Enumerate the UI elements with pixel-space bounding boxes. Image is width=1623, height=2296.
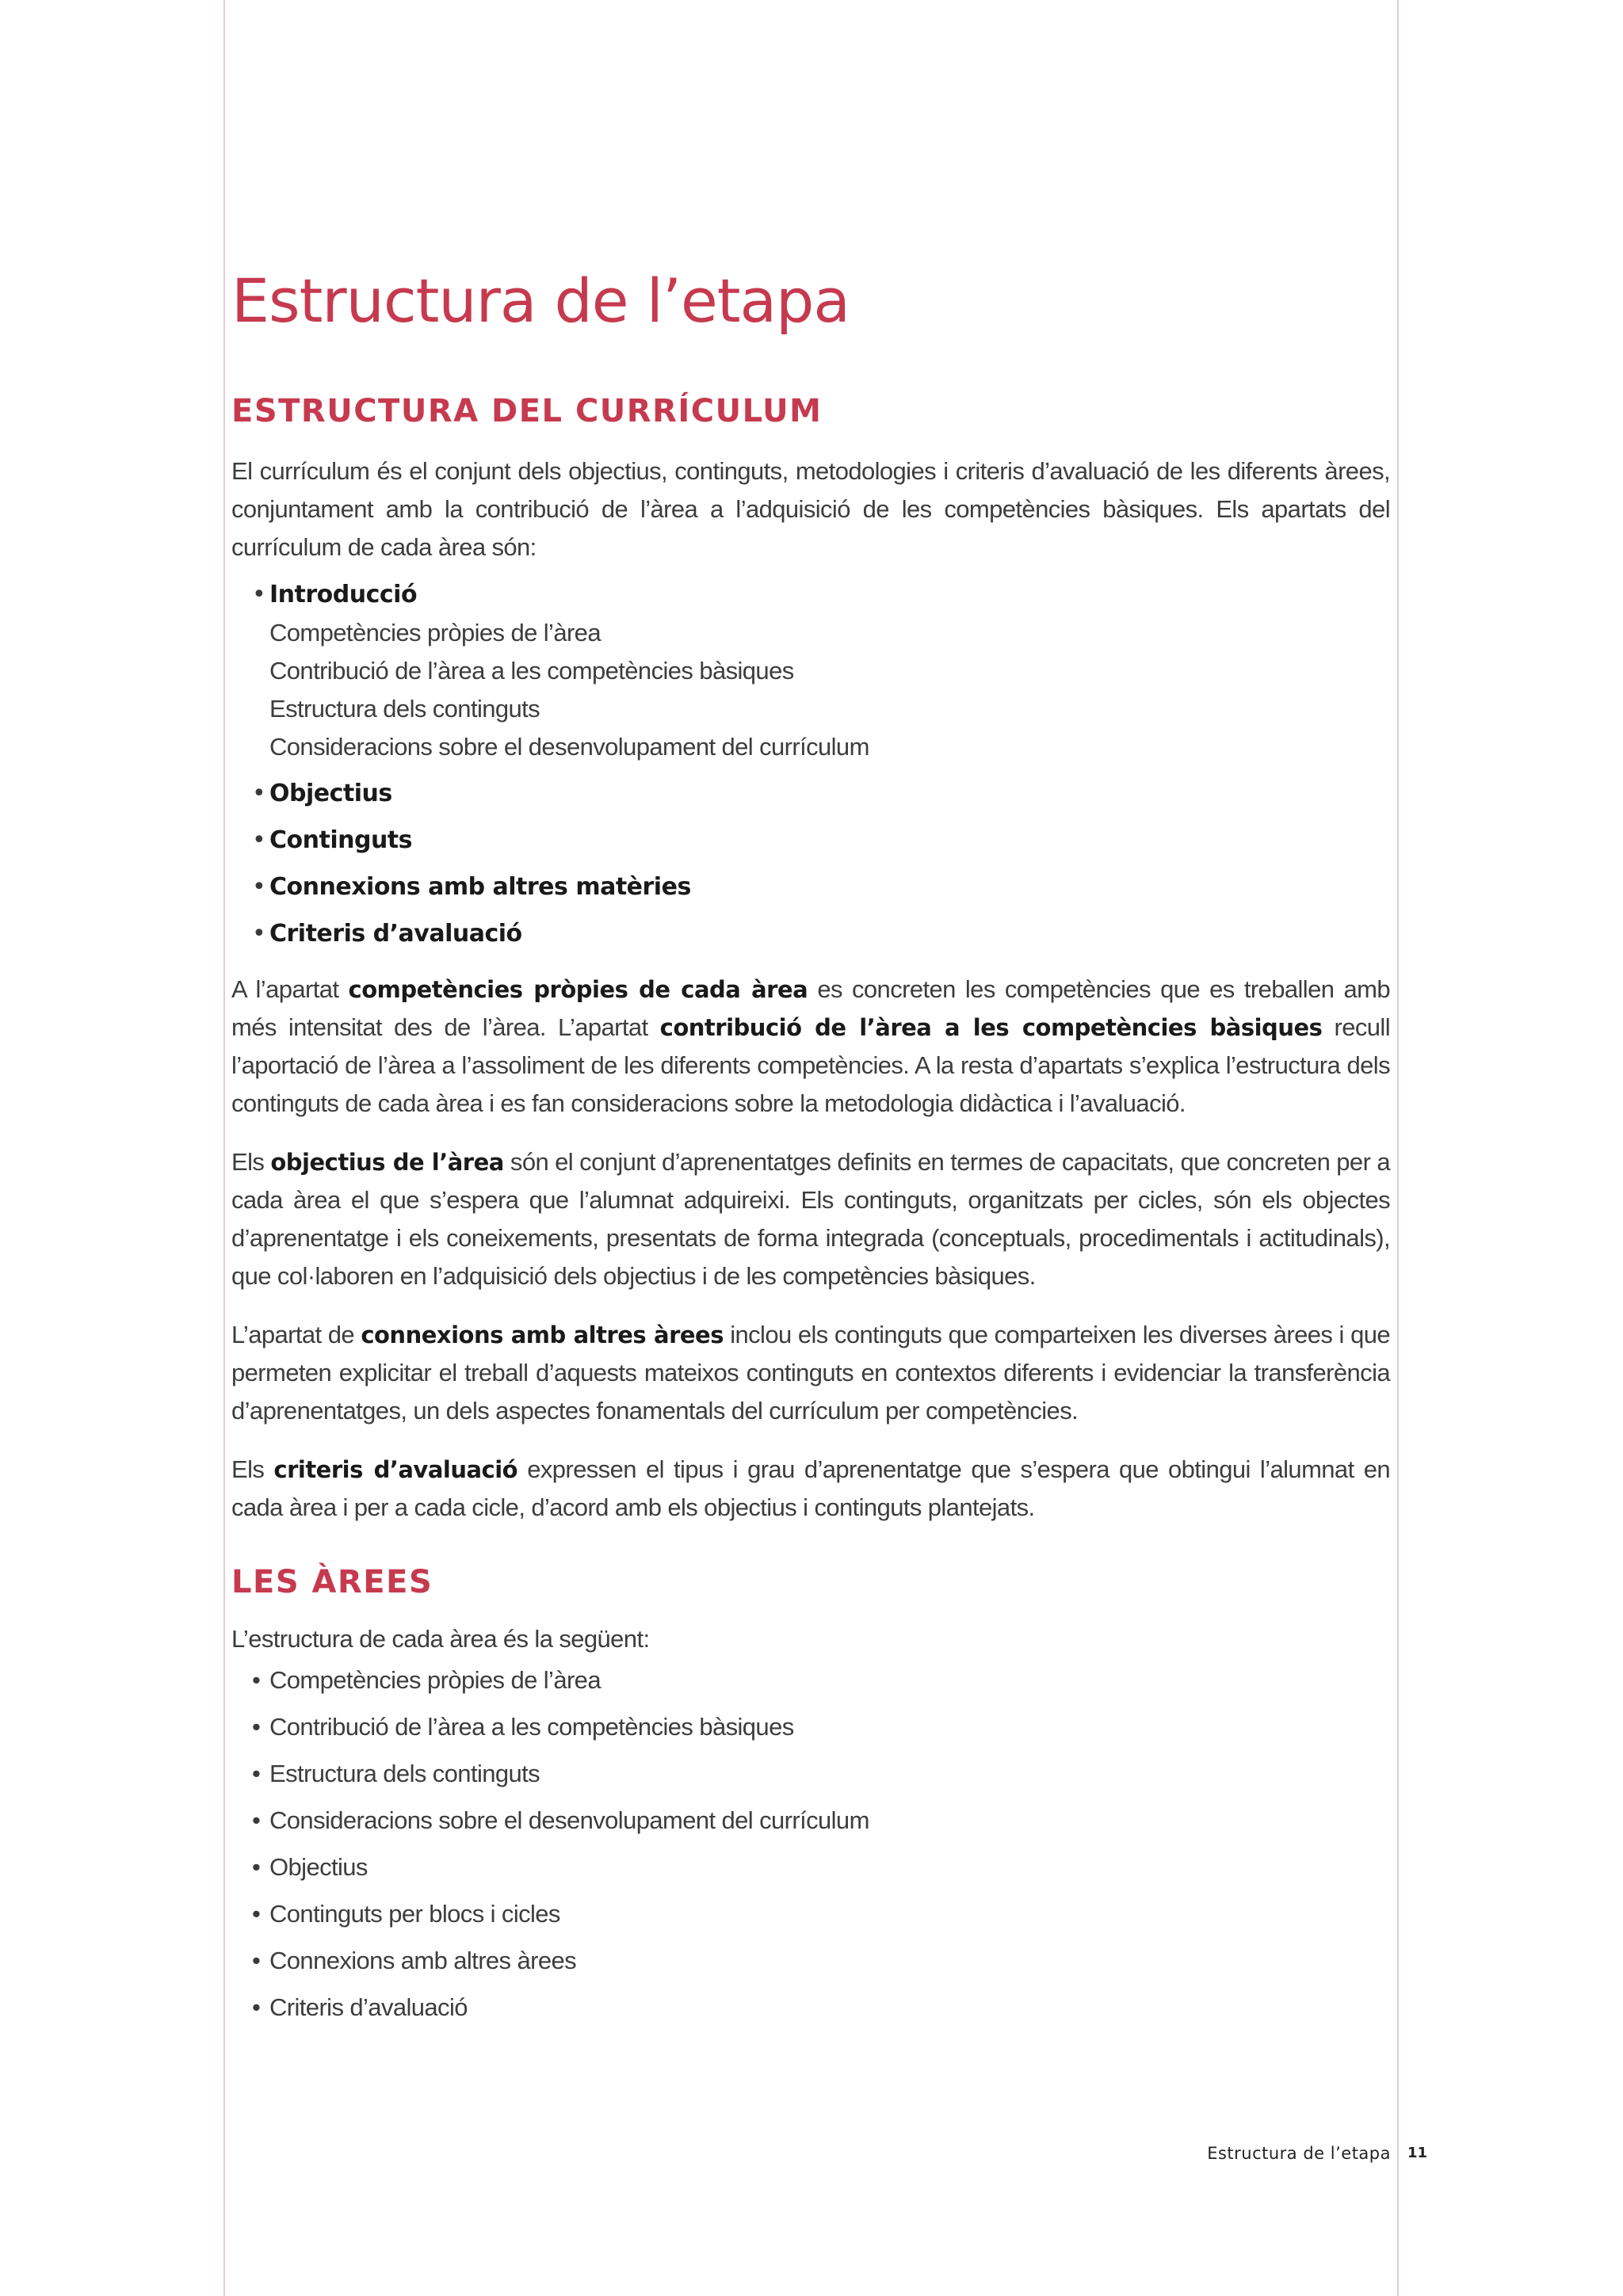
list-item: • Competències pròpies de l’àrea	[252, 1661, 1390, 1699]
section-heading-arees: LES ÀREES	[231, 1564, 433, 1600]
bold-term: criteris d’avaluació	[273, 1456, 518, 1483]
list-item-label: Continguts	[269, 826, 412, 854]
list-item-label: Introducció	[269, 581, 418, 608]
list-item: • Connexions amb altres àrees	[252, 1942, 1390, 1980]
bullet-icon: •	[252, 1760, 261, 1787]
bullet-icon: •	[252, 780, 266, 807]
area-structure-intro: L’estructura de cada àrea és la següent:	[231, 1625, 650, 1653]
bullet-icon: •	[252, 920, 266, 948]
page-content	[231, 257, 1390, 2035]
sub-list-item: Consideracions sobre el desenvolupament del currículum	[269, 733, 869, 761]
bullet-icon: •	[252, 1806, 261, 1834]
bullet-icon: •	[252, 1713, 261, 1741]
connections-paragraph: L’apartat de connexions amb altres àrees inclou els continguts que comparteixen les diverses àrees i que permeten explicitar el treball d’aquests mateixos continguts en contextos diferents i evidenciar la transferència d’aprenentatges, un dels aspectes fonamentals del currículum per competències.	[231, 1321, 1390, 1425]
list-item: • Contribució de l’àrea a les competències bàsiques	[252, 1708, 1390, 1746]
sub-list-item: Contribució de l’àrea a les competències bàsiques	[269, 657, 794, 685]
list-item-label: Criteris d’avaluació	[269, 920, 522, 948]
bold-term: contribució de l’àrea a les competències bàsiques	[659, 1014, 1323, 1041]
list-item	[252, 775, 1390, 813]
bullet-icon: •	[252, 826, 266, 854]
list-item: • Criteris d’avaluació	[252, 1989, 1390, 2027]
introduction-sublist	[252, 614, 1390, 766]
sub-list-item: Competències pròpies de l’àrea	[269, 619, 601, 646]
right-margin-rule	[1397, 0, 1399, 2296]
bold-term: connexions amb altres àrees	[361, 1322, 724, 1348]
bullet-icon: •	[252, 1853, 261, 1881]
list-item-label: Objectius	[269, 780, 392, 807]
list-item: • Objectius	[252, 1848, 1390, 1886]
list-item: • Continguts per blocs i cicles	[252, 1895, 1390, 1933]
left-margin-rule	[223, 0, 225, 2296]
bullet-icon: •	[252, 1666, 261, 1694]
bullet-icon: •	[252, 1993, 261, 2021]
list-item	[252, 868, 1390, 906]
bold-term: objectius de l’àrea	[270, 1149, 504, 1176]
list-item	[252, 576, 1390, 766]
objectives-paragraph: Els objectius de l’àrea són el conjunt d’aprenentatges definits en termes de capacitats, que concreten per a cada àrea el que s’espera que l’alumnat adquireixi. Els continguts, organitzats per cicles, són els objectes d’aprenentatge i els coneixements, presentats de forma integrada (conceptuals, procedimentals i actitudinals), que col·laboren en l’adquisició dels objectius i de les competències bàsiques.	[231, 1148, 1390, 1290]
list-item: • Estructura dels continguts	[252, 1755, 1390, 1793]
bold-term: competències pròpies de cada àrea	[348, 976, 808, 1003]
bullet-icon: •	[252, 1947, 261, 1974]
bullet-icon: •	[252, 873, 266, 901]
sub-list-item: Estructura dels continguts	[269, 695, 540, 723]
list-item: • Consideracions sobre el desenvolupament del currículum	[252, 1802, 1390, 1840]
competencies-paragraph: A l’apartat competències pròpies de cada àrea es concreten les competències que es treballen amb més intensitat des de l’àrea. L’apartat contribució de l’àrea a les competències bàsiques recull l’aportació de l’àrea a l’assoliment de les diferents competències. A la resta d’apartats s’explica l’estructura dels continguts de cada àrea i es fan consideracions sobre la metodologia didàctica i l’avaluació.	[231, 975, 1390, 1117]
area-structure-list	[231, 1661, 1390, 2027]
running-footer: Estructura de l’etapa	[1207, 2144, 1391, 2163]
curriculum-intro-paragraph: El currículum és el conjunt dels objectius, continguts, metodologies i criteris d’avaluació de les diferents àrees, conjuntament amb la contribució de l’àrea a l’adquisició de les competències bàsiques. Els apartats del currículum de cada àrea són:	[231, 457, 1390, 561]
criteria-paragraph: Els criteris d’avaluació expressen el tipus i grau d’aprenentatge que s’espera que obtingui l’alumnat en cada àrea i per a cada cicle, d’acord amb els objectius i continguts plantejats.	[231, 1455, 1390, 1521]
page-number: 11	[1407, 2145, 1428, 2161]
curriculum-sections-list	[231, 576, 1390, 953]
bullet-icon: •	[252, 1900, 261, 1928]
section-heading-curriculum: ESTRUCTURA DEL CURRÍCULUM	[231, 393, 823, 429]
bullet-icon: •	[252, 581, 266, 608]
list-item-label: Connexions amb altres matèries	[269, 873, 691, 901]
list-item	[252, 822, 1390, 860]
list-item	[252, 915, 1390, 953]
page-title: Estructura de l’etapa	[231, 265, 850, 336]
